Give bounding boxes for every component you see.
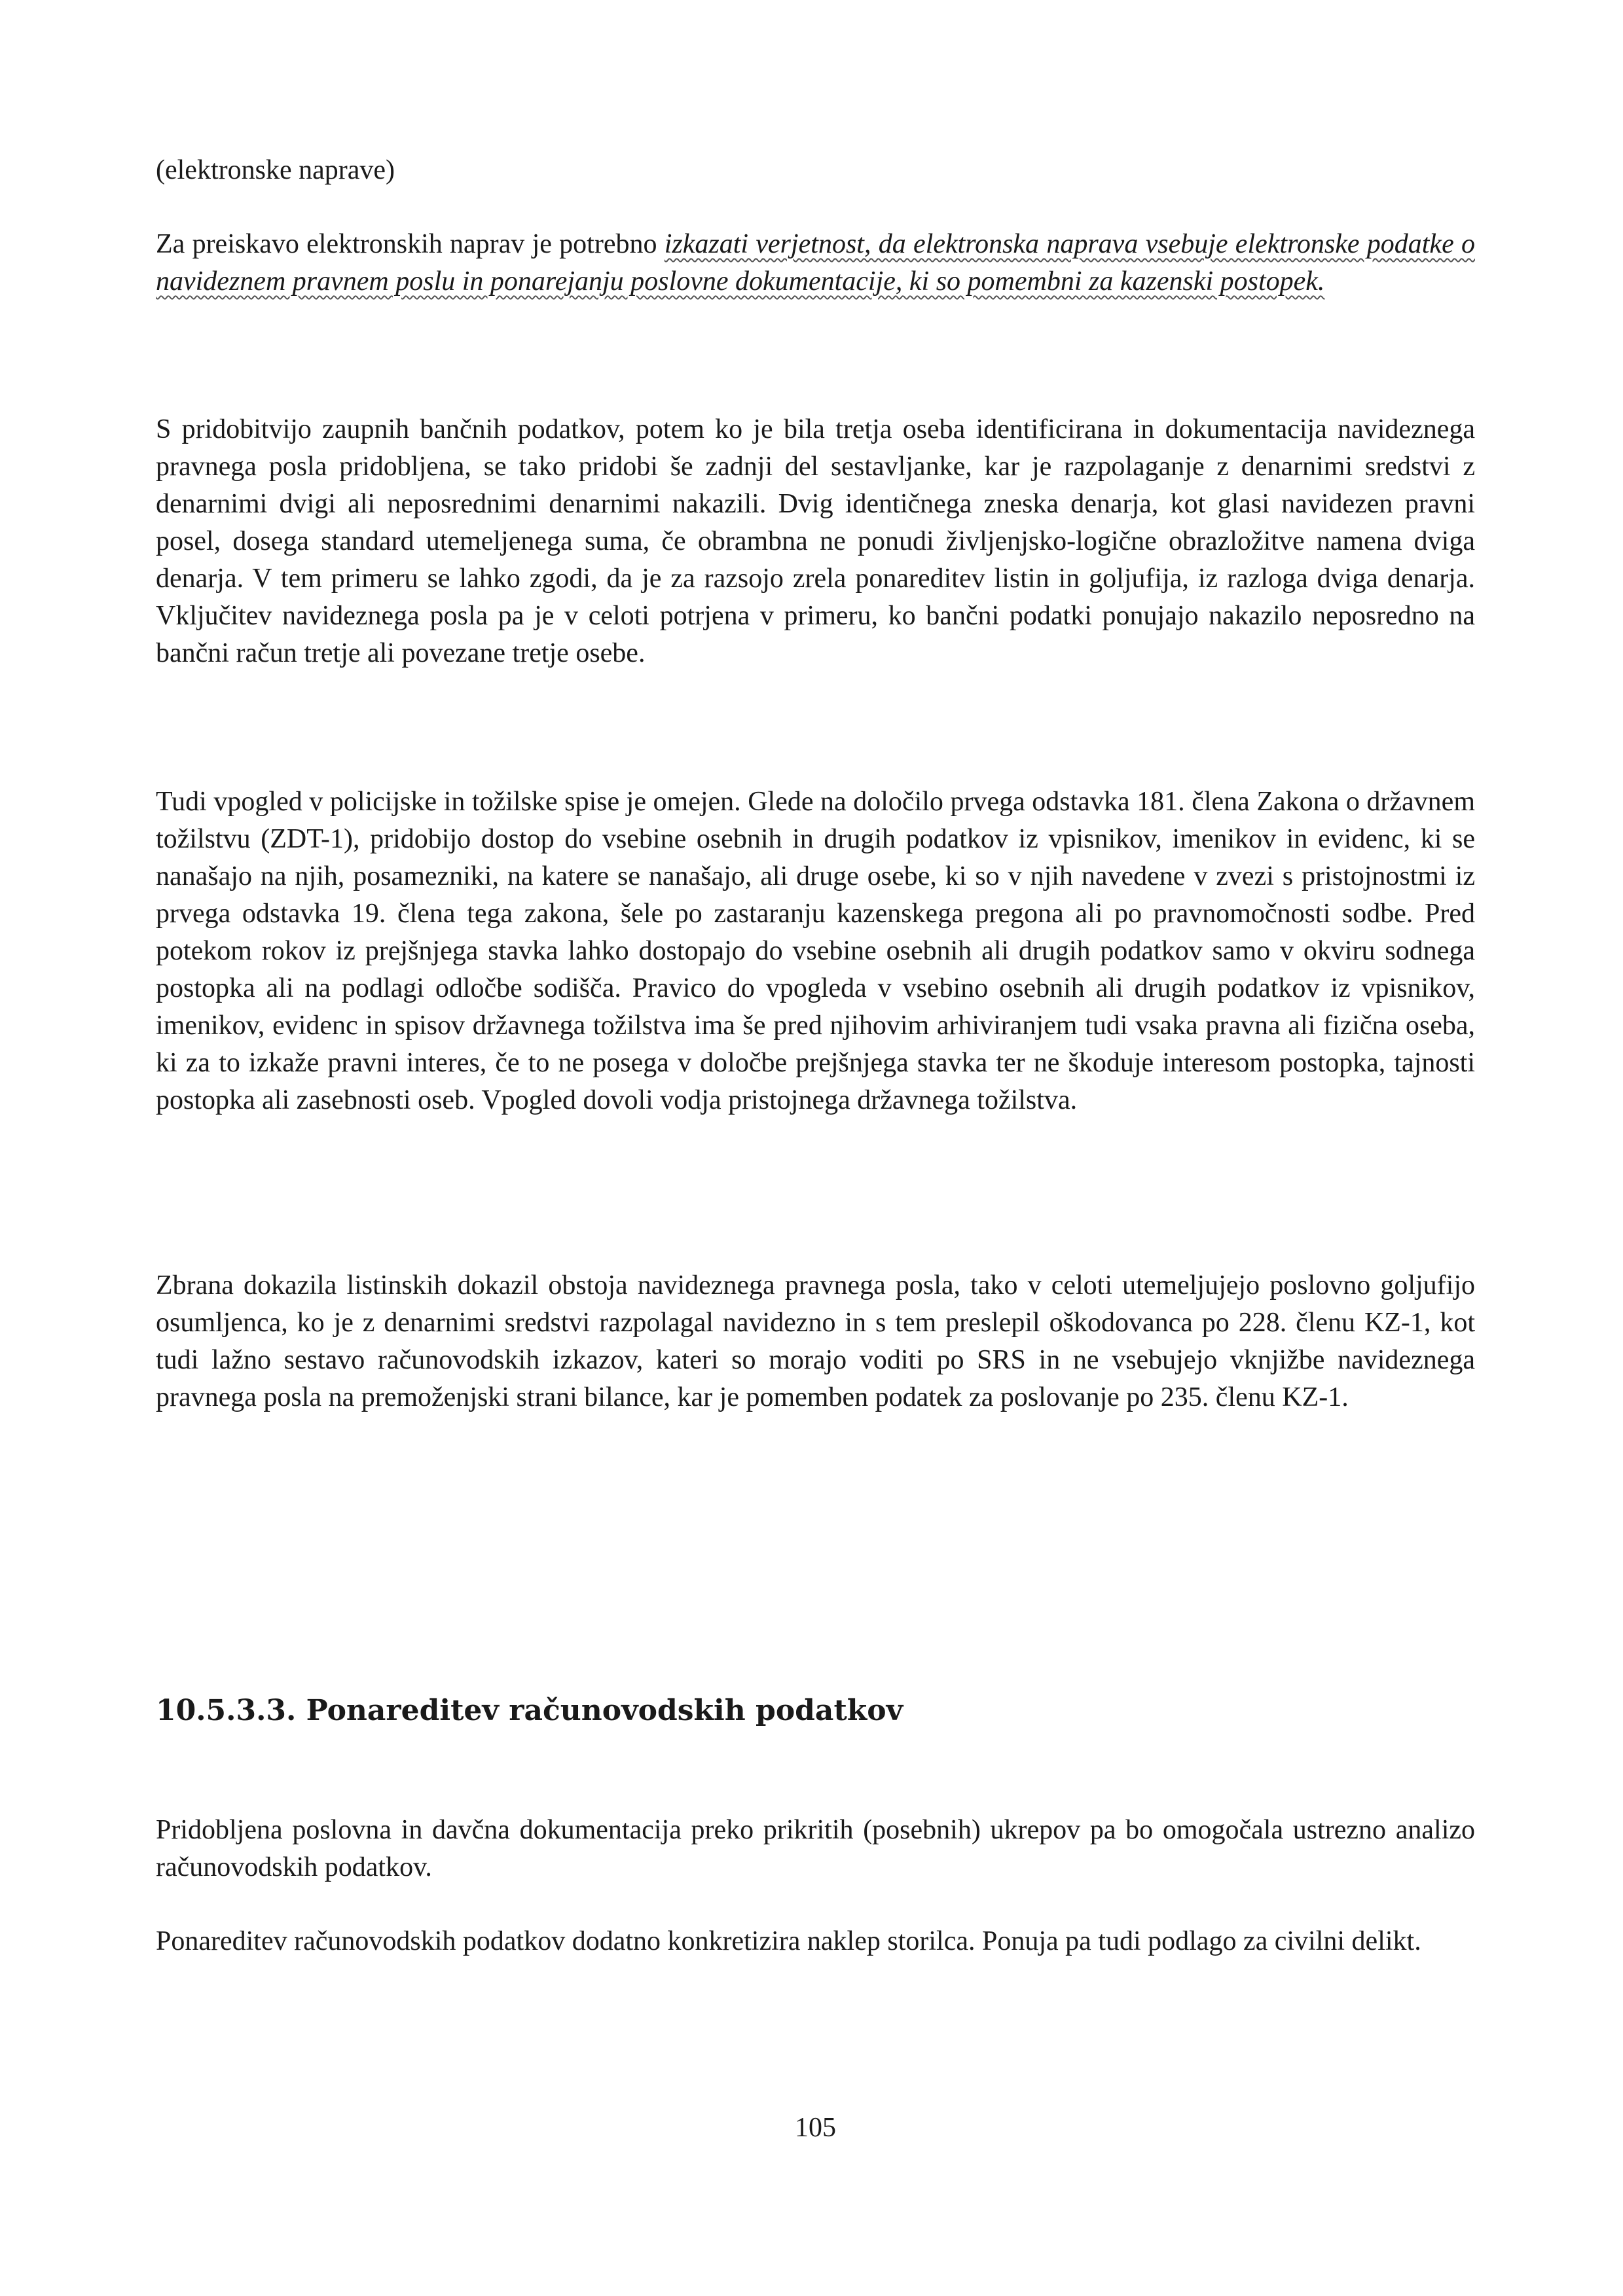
paragraph-device-heading: (elektronske naprave) [156, 155, 395, 185]
paragraph-forgery: Ponareditev računovodskih podatkov dodatno konkretizira naklep storilca. Ponuja pa tudi podlago za civilni delikt. [156, 1926, 1421, 1956]
paragraph-electronic-devices [156, 226, 1475, 300]
grammar-flagged-text: izkazati verjetnost, da elektronska naprava vsebuje elektronske podatke o navideznem pravnem poslu in ponarejanju poslovne dokumentacije, ki so pomembni za kazenski postopek. [156, 229, 1475, 296]
section-heading: 10.5.3.3. Ponareditev računovodskih podatkov [156, 1694, 903, 1727]
paragraph-police-records: Tudi vpogled v policijske in tožilske spise je omejen. Glede na določilo prvega odstavka 181. člena Zakona o državnem tožilstvu (ZDT-1), pridobijo dostop do vsebine osebnih in drugih podatkov iz vpisnikov, imenikov in evidenc, ki se nanašajo na njih, posamezniki, na katere se nanašajo, ali druge osebe, ki so v njih navedene v zvezi s pristojnostmi iz prvega odstavka 19. člena tega zakona, šele po zastaranju kazenskega pregona ali po pravnomočnosti sodbe. Pred potekom rokov iz prejšnjega stavka lahko dostopajo do vsebine osebnih ali drugih podatkov samo v okviru sodnega postopka ali na podlagi odločbe sodišča. Pravico do vpogleda v vsebino osebnih ali drugih podatkov iz vpisnikov, imenikov, evidenc in spisov državnega tožilstva ima še pred njihovim arhiviranjem tudi vsaka pravna ali fizična oseba, ki za to izkaže pravni interes, če to ne posega v določbe prejšnjega stavka ter ne škoduje interesom postopka, tajnosti postopka ali zasebnosti oseb. Vpogled dovoli vodja pristojnega državnega tožilstva. [156, 787, 1475, 1115]
paragraph-evidence-summary: Zbrana dokazila listinskih dokazil obstoja navideznega pravnega posla, tako v celoti utemeljujejo poslovno goljufijo osumljenca, ko je z denarnimi sredstvi razpolagal navidezno in s tem preslepil oškodovanca po 228. členu KZ-1, kot tudi lažno sestavo računovodskih izkazov, kateri so morajo voditi po SRS in ne vsebujejo vknjižbe navideznega pravnega posla na premoženjski strani bilance, kar je pomemben podatek za poslovanje po 235. členu KZ-1. [156, 1270, 1475, 1412]
page-number: 105 [795, 2113, 836, 2143]
paragraph-bank-data: S pridobitvijo zaupnih bančnih podatkov, potem ko je bila tretja oseba identificirana in dokumentacija navideznega pravnega posla pridobljena, se tako pridobi še zadnji del sestavljanke, kar je razpolaganje z denarnimi sredstvi z denarnimi dvigi ali neposrednimi denarnimi nakazili. Dvig identičnega zneska denarja, kot glasi navidezen pravni posel, dosega standard utemeljenega suma, če obrambna ne ponudi življenjsko-logične obrazložitve namena dviga denarja. V tem primeru se lahko zgodi, da je za razsojo zrela ponareditev listin in goljufija, iz razloga dviga denarja. Vključitev navideznega posla pa je v celoti potrjena v primeru, ko bančni podatki ponujajo nakazilo neposredno na bančni račun tretje ali povezane tretje osebe. [156, 414, 1475, 668]
paragraph-business-docs: Pridobljena poslovna in davčna dokumentacija preko prikritih (posebnih) ukrepov pa bo omogočala ustrezno analizo računovodskih podatkov. [156, 1815, 1475, 1882]
paragraph-intro-text: Za preiskavo elektronskih naprav je potrebno [156, 229, 665, 259]
